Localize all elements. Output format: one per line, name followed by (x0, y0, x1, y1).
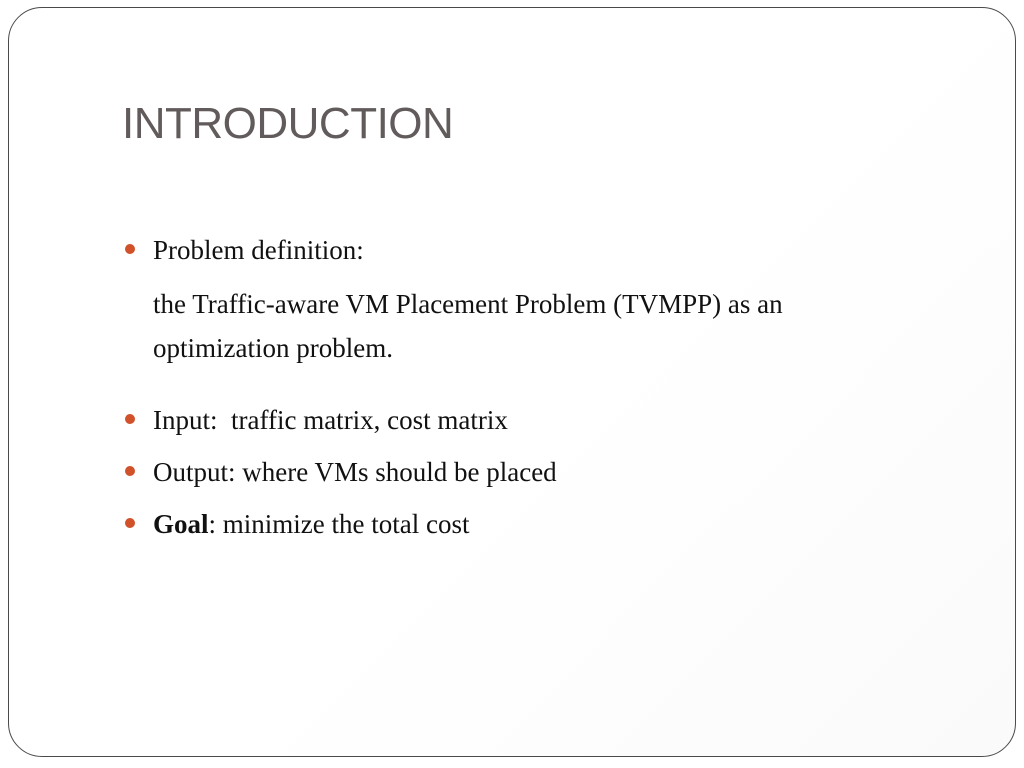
problem-detail-line-1: the Traffic-aware VM Placement Problem (TVMPP) as an (153, 289, 783, 319)
input-text: Input: traffic matrix, cost matrix (153, 405, 508, 435)
bullet-goal (122, 504, 942, 556)
goal-label: Goal (153, 509, 209, 539)
goal-text: : minimize the total cost (208, 509, 470, 539)
bullet-dot-icon (125, 244, 135, 254)
bullet-dot-icon (125, 466, 135, 476)
problem-definition-detail (122, 282, 942, 370)
slide-frame (8, 7, 1016, 757)
problem-detail-line-2: optimization problem. (153, 333, 393, 363)
bullet-output (122, 452, 942, 504)
output-text: Output: where VMs should be placed (153, 457, 557, 487)
bullet-dot-icon (125, 518, 135, 528)
bullet-problem-definition (122, 230, 942, 282)
slide-title: INTRODUCTION (122, 99, 454, 148)
bullet-input (122, 400, 942, 452)
bullet-dot-icon (125, 414, 135, 424)
paragraph-spacer (122, 370, 942, 400)
slide-body (122, 230, 942, 556)
problem-definition-label: Problem definition: (153, 235, 364, 265)
